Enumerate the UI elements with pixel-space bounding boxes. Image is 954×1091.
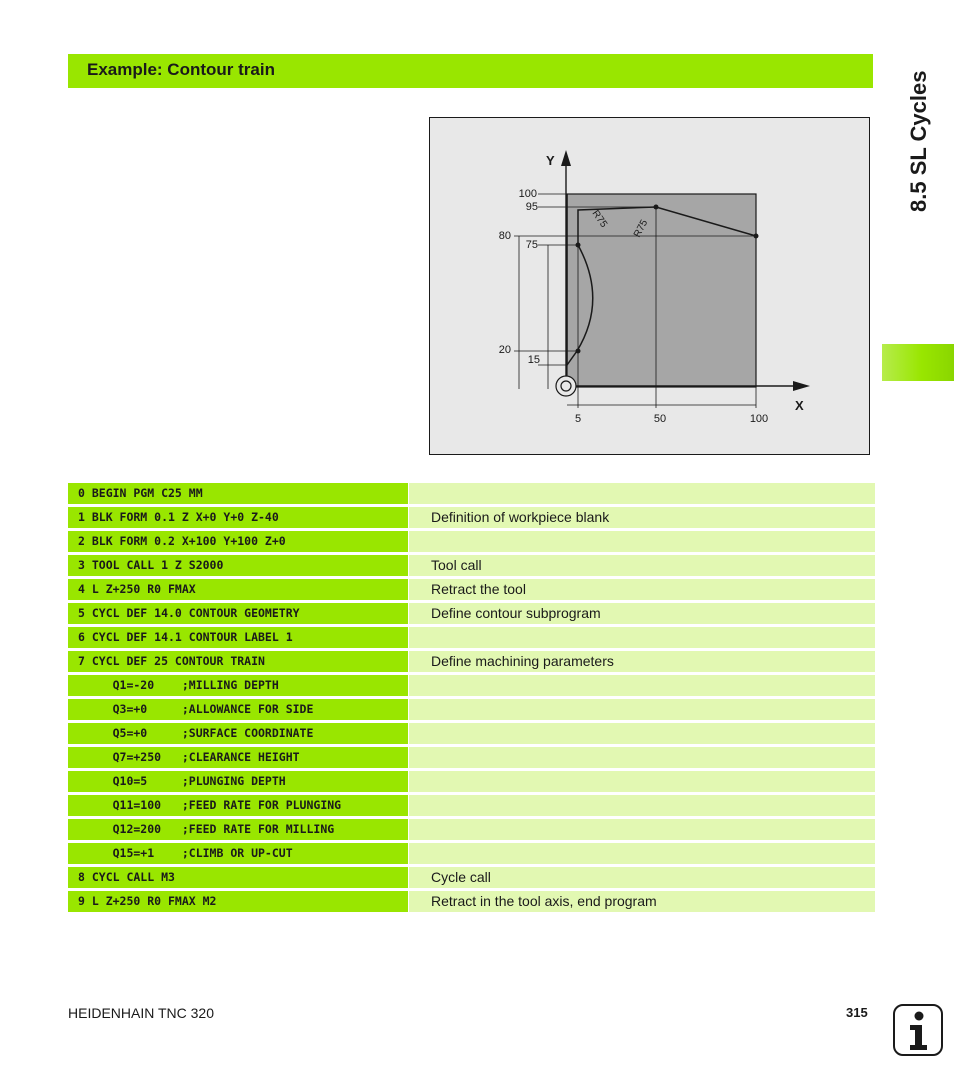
program-code-cell: 1 BLK FORM 0.1 Z X+0 Y+0 Z-40 [68,507,408,528]
program-row [68,819,875,840]
program-desc-cell: Define machining parameters [409,651,875,672]
program-row [68,699,875,720]
program-code-cell: 3 TOOL CALL 1 Z S2000 [68,555,408,576]
program-code-cell: Q3=+0 ;ALLOWANCE FOR SIDE [68,699,408,720]
program-desc-cell [409,483,875,504]
program-row [68,891,875,912]
program-desc-cell: Tool call [409,555,875,576]
contour-point-95 [654,205,659,210]
program-code-cell: Q11=100 ;FEED RATE FOR PLUNGING [68,795,408,816]
program-code-cell: 8 CYCL CALL M3 [68,867,408,888]
program-code-cell: 0 BEGIN PGM C25 MM [68,483,408,504]
y-label-95: 95 [525,201,538,213]
contour-point-80 [754,234,759,239]
y-label-100: 100 [518,188,537,200]
program-row [68,843,875,864]
program-code-cell: 6 CYCL DEF 14.1 CONTOUR LABEL 1 [68,627,408,648]
program-code-cell: 9 L Z+250 R0 FMAX M2 [68,891,408,912]
y-label-15: 15 [527,354,540,366]
program-row [68,603,875,624]
program-desc-cell: Retract the tool [409,579,875,600]
section-title: Example: Contour train [87,60,275,79]
y-label-20: 20 [498,344,511,356]
page-number: 315 [846,1005,868,1020]
contour-figure [429,117,870,455]
program-row [68,507,875,528]
origin-outer-circle [556,376,576,396]
program-desc-cell: Define contour subprogram [409,603,875,624]
program-desc-cell [409,627,875,648]
program-desc-cell [409,819,875,840]
program-desc-cell: Retract in the tool axis, end program [409,891,875,912]
program-row [68,627,875,648]
program-desc-cell [409,843,875,864]
contour-drawing [430,118,871,456]
program-code-cell: Q15=+1 ;CLIMB OR UP-CUT [68,843,408,864]
program-row [68,723,875,744]
program-desc-cell [409,675,875,696]
program-desc-cell [409,747,875,768]
program-row [68,795,875,816]
program-code-cell: 2 BLK FORM 0.2 X+100 Y+100 Z+0 [68,531,408,552]
contour-point-start [576,349,581,354]
info-glyph [895,1006,941,1054]
y-axis-arrow [561,150,571,166]
radius-label-2: R75 [631,218,651,240]
x-label-5: 5 [574,413,582,425]
contour-point-75 [576,243,581,248]
program-code-cell: 4 L Z+250 R0 FMAX [68,579,408,600]
program-code-cell: Q1=-20 ;MILLING DEPTH [68,675,408,696]
radius-label-1: R75 [589,208,610,230]
program-code-cell: 5 CYCL DEF 14.0 CONTOUR GEOMETRY [68,603,408,624]
footer-product: HEIDENHAIN TNC 320 [68,1005,215,1021]
program-desc-cell [409,699,875,720]
y-axis-label: Y [546,153,555,168]
chapter-tab [882,344,954,381]
x-axis-arrow [793,381,810,391]
x-label-100: 100 [749,413,769,425]
chapter-title-text: 8.5 SL Cycles [906,70,931,212]
y-label-80: 80 [498,230,511,242]
program-code-cell: Q10=5 ;PLUNGING DEPTH [68,771,408,792]
program-code-cell: 7 CYCL DEF 25 CONTOUR TRAIN [68,651,408,672]
program-desc-cell: Cycle call [409,867,875,888]
program-desc-cell [409,771,875,792]
program-desc-cell [409,531,875,552]
program-row [68,747,875,768]
section-header [68,54,873,88]
program-code-cell: Q12=200 ;FEED RATE FOR MILLING [68,819,408,840]
program-row [68,771,875,792]
x-axis-label: X [795,398,804,413]
program-table [68,483,875,915]
program-desc-cell: Definition of workpiece blank [409,507,875,528]
program-desc-cell [409,795,875,816]
program-row [68,579,875,600]
x-label-50: 50 [653,413,667,425]
info-icon [893,1004,943,1056]
program-row [68,531,875,552]
program-row [68,555,875,576]
program-code-cell: Q7=+250 ;CLEARANCE HEIGHT [68,747,408,768]
program-desc-cell [409,723,875,744]
y-label-75: 75 [525,239,538,251]
program-row [68,675,875,696]
program-row [68,651,875,672]
program-code-cell: Q5=+0 ;SURFACE COORDINATE [68,723,408,744]
program-row [68,867,875,888]
program-row [68,483,875,504]
